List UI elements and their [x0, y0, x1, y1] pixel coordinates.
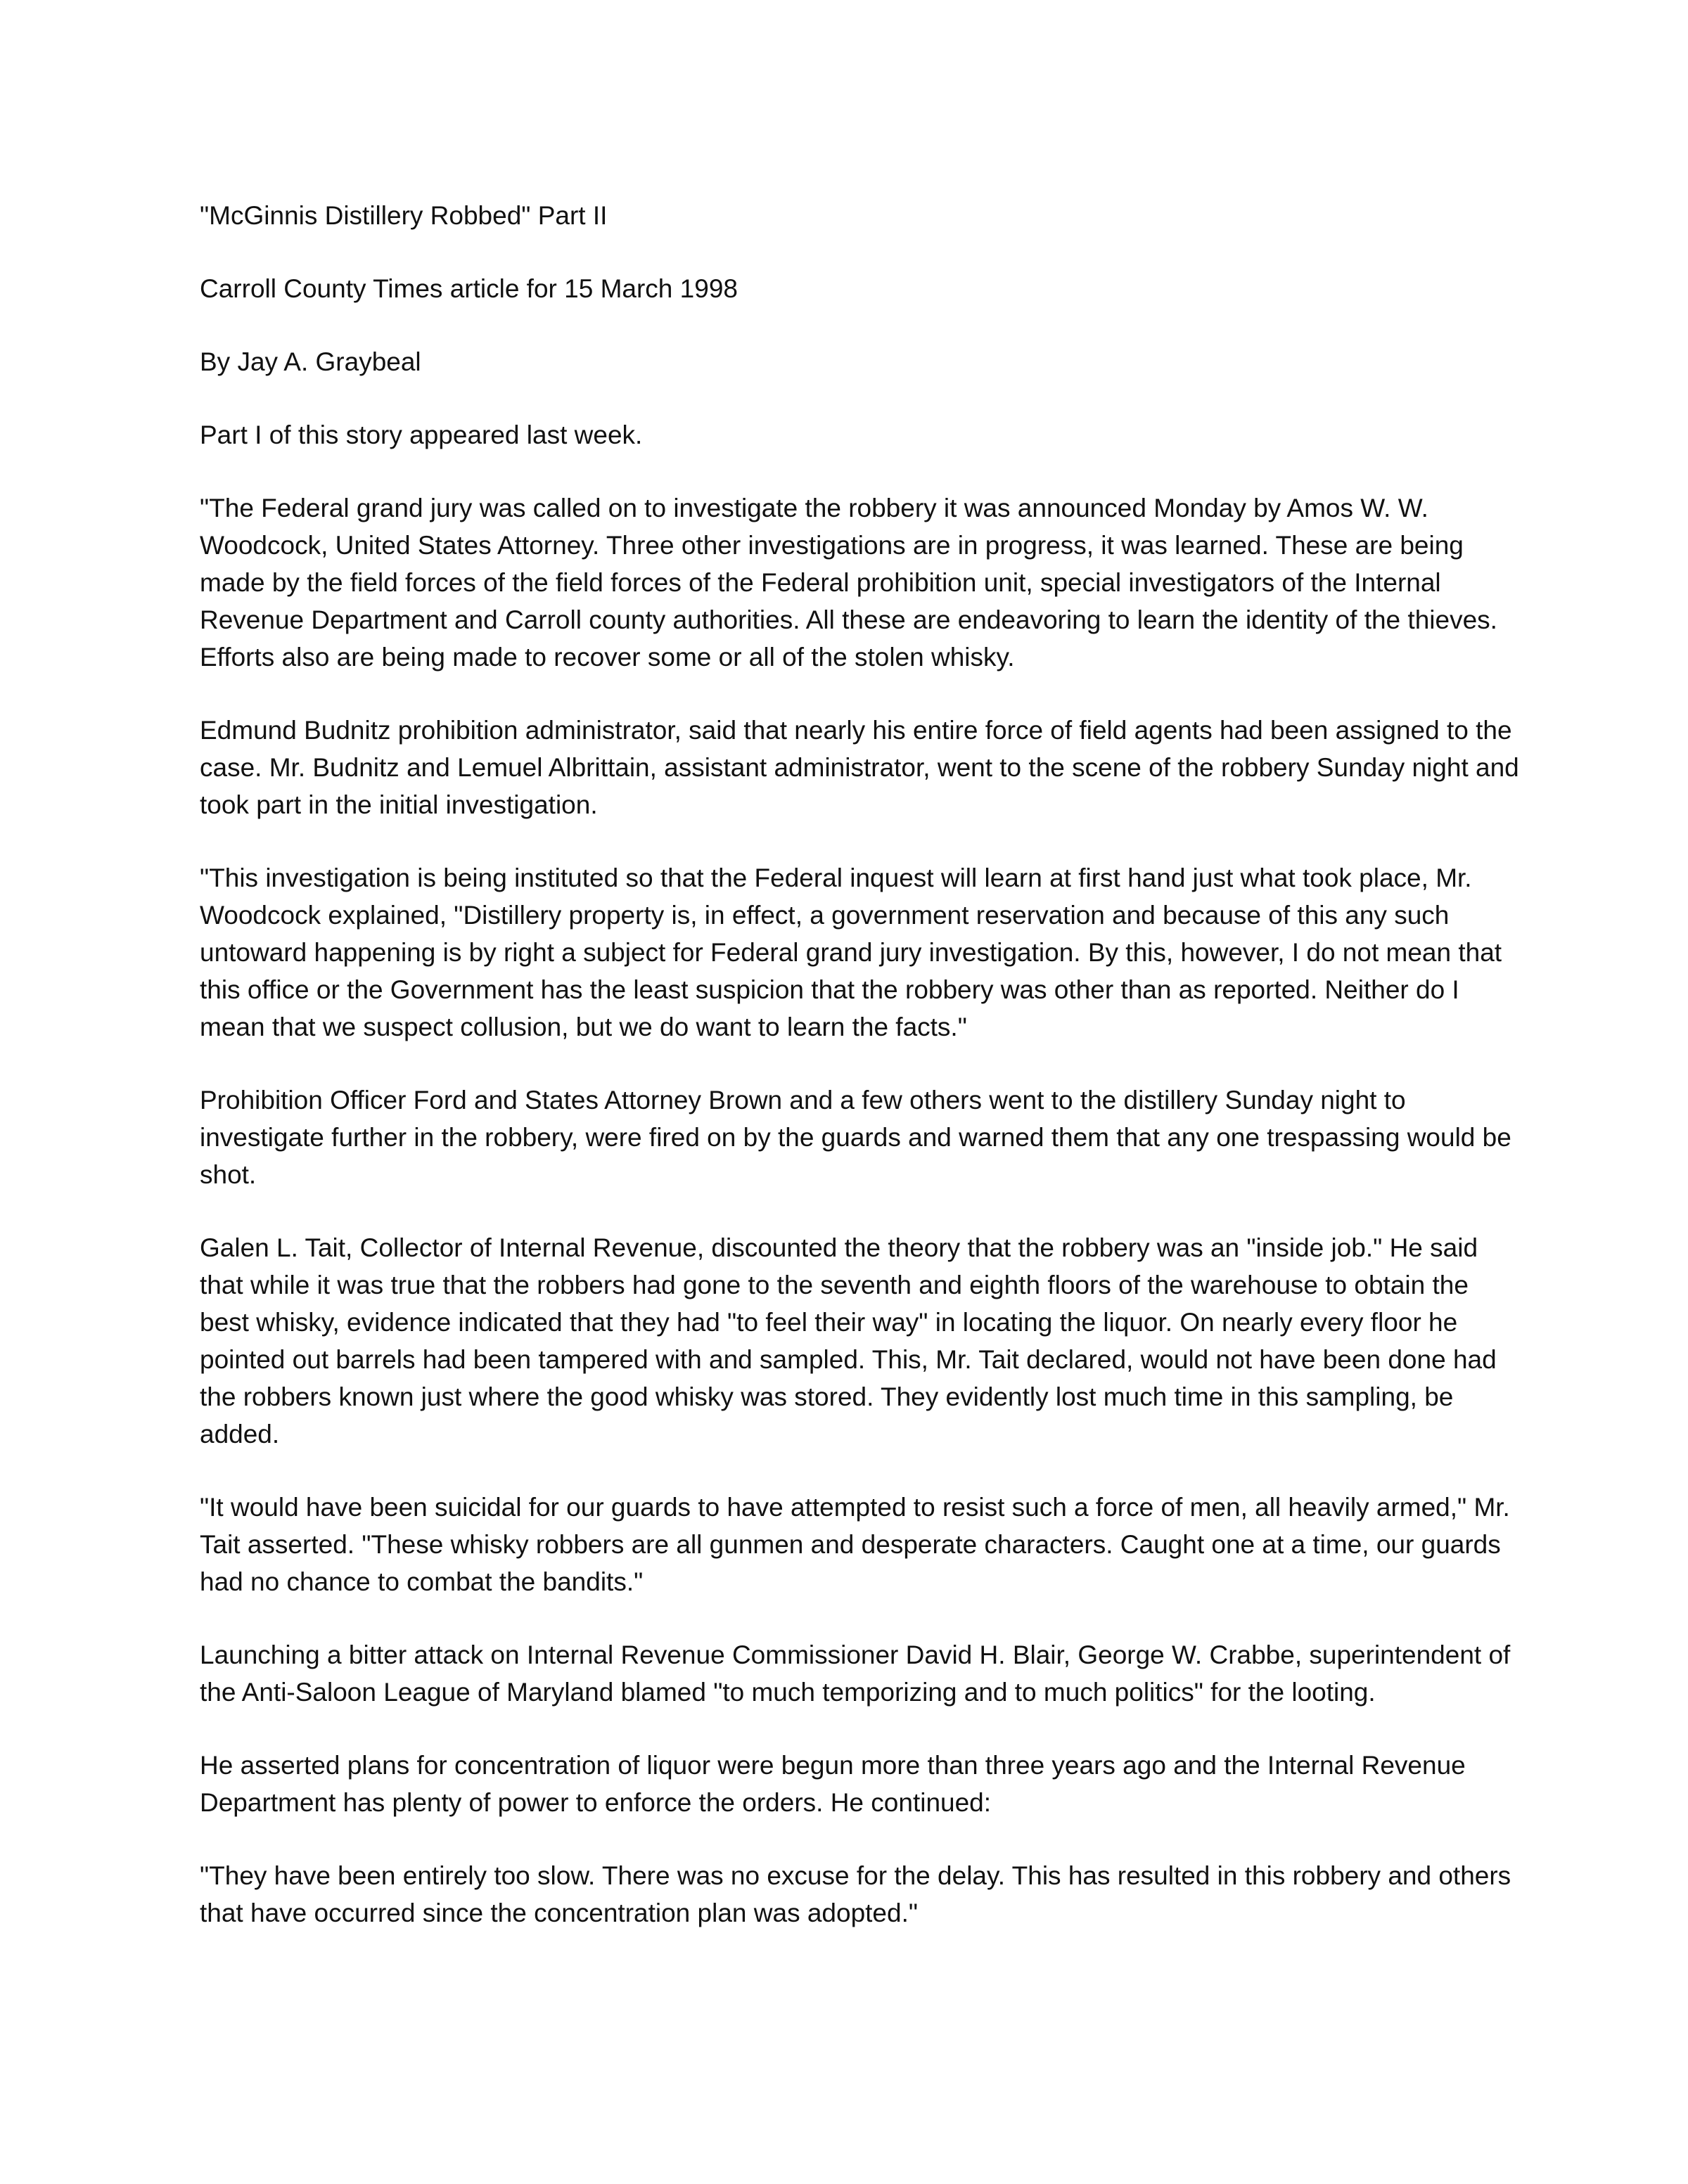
paragraph-closing-quote: "They have been entirely too slow. There was no excuse for the delay. This has resulted in this robbery and others that have occurred since the concentration plan was adopted."	[200, 1861, 1511, 1927]
article-title: "McGinnis Distillery Robbed" Part II	[200, 201, 608, 230]
paragraph-tait: Galen L. Tait, Collector of Internal Revenue, discounted the theory that the robbery was an "inside job." He said that while it was true that the robbers had gone to the seventh and eighth floors of the warehouse to obtain the best whisky, evidence indicated that they had "to feel their way" in locating the liquor. On nearly every floor he pointed out barrels had been tampered with and sampled. This, Mr. Tait declared, would not have been done had the robbers known just where the good whisky was stored. They evidently lost much time in this sampling, be added.	[200, 1233, 1497, 1448]
paragraph-tait-quote: "It would have been suicidal for our guards to have attempted to resist such a force of men, all heavily armed," Mr. Tait asserted. "These whisky robbers are all gunmen and desperate characters. Caught one at a time, our guards had no chance to combat the bandits."	[200, 1493, 1510, 1596]
article-intro: Part I of this story appeared last week.	[200, 420, 643, 449]
paragraph-concentration: He asserted plans for concentration of liquor were begun more than three years ago and the Internal Revenue Department has plenty of power to enforce the orders. He continued:	[200, 1751, 1466, 1817]
paragraph-crabbe: Launching a bitter attack on Internal Revenue Commissioner David H. Blair, George W. Crabbe, superintendent of the Anti-Saloon League of Maryland blamed "to much temporizing and to much politics" for the looting.	[200, 1640, 1511, 1707]
paragraph-budnitz: Edmund Budnitz prohibition administrator, said that nearly his entire force of field agents had been assigned to the case. Mr. Budnitz and Lemuel Albrittain, assistant administrator, went to the scene of the robbery Sunday night and took part in the initial investigation.	[200, 716, 1519, 819]
article-byline: By Jay A. Graybeal	[200, 347, 421, 376]
paragraph-woodcock-quote: "This investigation is being instituted so that the Federal inquest will learn at first hand just what took place, Mr. Woodcock explained, "Distillery property is, in effect, a government reservation and because of this any such untoward happening is by right a subject for Federal grand jury investigation. By this, however, I do not mean that this office or the Government has the least suspicion that the robbery was other than as reported. Neither do I mean that we suspect collusion, but we do want to learn the facts."	[200, 863, 1502, 1041]
paragraph-grand-jury: "The Federal grand jury was called on to investigate the robbery it was announced Monday by Amos W. W. Woodcock, United States Attorney. Three other investigations are in progress, it was learned. These are being made by the field forces of the field forces of the Federal prohibition unit, special investigators of the Internal Revenue Department and Carroll county authorities. All these are endeavoring to learn the identity of the thieves. Efforts also are being made to recover some or all of the stolen whisky.	[200, 494, 1497, 672]
article-body	[200, 197, 1522, 1932]
article-source: Carroll County Times article for 15 March 1998	[200, 274, 738, 303]
paragraph-ford-brown: Prohibition Officer Ford and States Attorney Brown and a few others went to the distillery Sunday night to investigate further in the robbery, were fired on by the guards and warned them that any one trespassing would be shot.	[200, 1086, 1511, 1189]
